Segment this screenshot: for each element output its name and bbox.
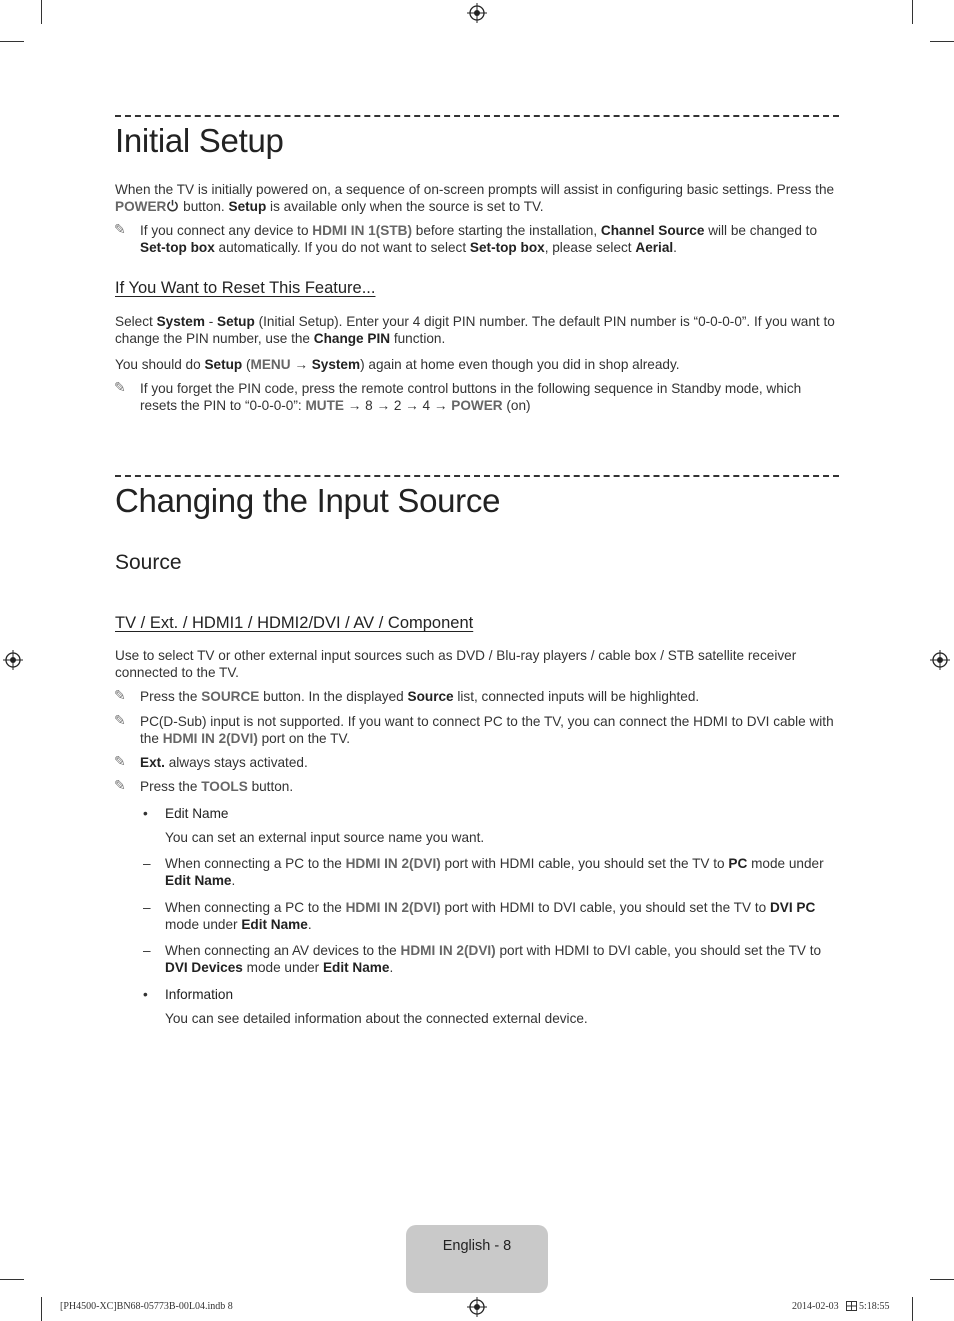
- section-divider: [115, 115, 839, 117]
- note: ✎ If you connect any device to HDMI IN 1(STB) before starting the installation, Channel Source will be changed to Set-top box automatically. If you do not want to select Set-top box, please select Aerial.: [140, 222, 840, 256]
- crop-mark: [41, 1297, 42, 1321]
- dash-item: – When connecting a PC to the HDMI IN 2(DVI) port with HDMI cable, you should set the TV to PC mode under Edit Name.: [165, 855, 840, 889]
- paragraph: You should do Setup (MENU → System) again at home even though you did in shop already.: [115, 357, 680, 372]
- print-file-info: [PH4500-XC]BN68-05773B-00L04.indb 8: [60, 1301, 233, 1312]
- note: ✎ Press the SOURCE button. In the displayed Source list, connected inputs will be highlighted.: [140, 688, 840, 705]
- registration-mark-icon: [3, 650, 23, 670]
- page-number: English - 8: [442, 1238, 512, 1254]
- subsection-heading: If You Want to Reset This Feature...: [115, 279, 376, 297]
- crop-mark: [930, 41, 954, 42]
- note: ✎ If you forget the PIN code, press the remote control buttons in the following sequence in Standby mode, which resets the PIN to “0-0-0-0”: MUTE → 8 → 2 → 4 → POWER (on): [140, 380, 840, 414]
- dash-item: – When connecting a PC to the HDMI IN 2(DVI) port with HDMI to DVI cable, you should set the TV to DVI PC mode under Edit Name.: [165, 899, 840, 933]
- section-divider: [115, 475, 839, 477]
- cjk-glyph-icon: [846, 1301, 857, 1311]
- dash-item: – When connecting an AV devices to the HDMI IN 2(DVI) port with HDMI to DVI cable, you should set the TV to DVI Devices mode under Edit Name.: [165, 942, 840, 976]
- subsection-heading: TV / Ext. / HDMI1 / HDMI2/DVI / AV / Component: [115, 614, 474, 632]
- power-icon: [166, 199, 179, 212]
- paragraph: Select System - Setup (Initial Setup). Enter your 4 digit PIN number. The default PIN number is “0-0-0-0”. If you want to change the PIN number, use the Change PIN function.: [115, 314, 835, 346]
- bullet-description: You can see detailed information about the connected external device.: [165, 1011, 588, 1026]
- subsection-title: Source: [115, 551, 182, 574]
- section-title: Changing the Input Source: [115, 482, 501, 519]
- bullet-item: • Edit Name: [165, 805, 840, 822]
- registration-mark-icon: [467, 1297, 487, 1317]
- paragraph: Use to select TV or other external input sources such as DVD / Blu-ray players / cable box / STB satellite receiver connected to the TV.: [115, 648, 797, 680]
- crop-mark: [41, 0, 42, 24]
- bullet-item: • Information: [165, 986, 840, 1003]
- registration-mark-icon: [467, 3, 487, 23]
- crop-mark: [912, 0, 913, 24]
- page-number-tab: [406, 1225, 548, 1293]
- print-time: 5:18:55: [859, 1301, 890, 1312]
- crop-mark: [0, 1279, 24, 1280]
- note: ✎ Ext. always stays activated.: [140, 754, 840, 771]
- crop-mark: [0, 41, 24, 42]
- print-date: 2014-02-03: [792, 1301, 839, 1312]
- bullet-description: You can set an external input source name you want.: [165, 830, 485, 845]
- registration-mark-icon: [930, 650, 950, 670]
- section-title: Initial Setup: [115, 122, 284, 159]
- note: ✎ PC(D-Sub) input is not supported. If you want to connect PC to the TV, you can connect the HDMI to DVI cable with the HDMI IN 2(DVI) port on the TV.: [140, 713, 840, 747]
- crop-mark: [912, 1297, 913, 1321]
- note: ✎ Press the TOOLS button.: [140, 778, 840, 795]
- paragraph: When the TV is initially powered on, a sequence of on-screen prompts will assist in configuring basic settings. Press the POWER button. Setup is available only when the source is set to TV.: [115, 182, 835, 214]
- crop-mark: [930, 1279, 954, 1280]
